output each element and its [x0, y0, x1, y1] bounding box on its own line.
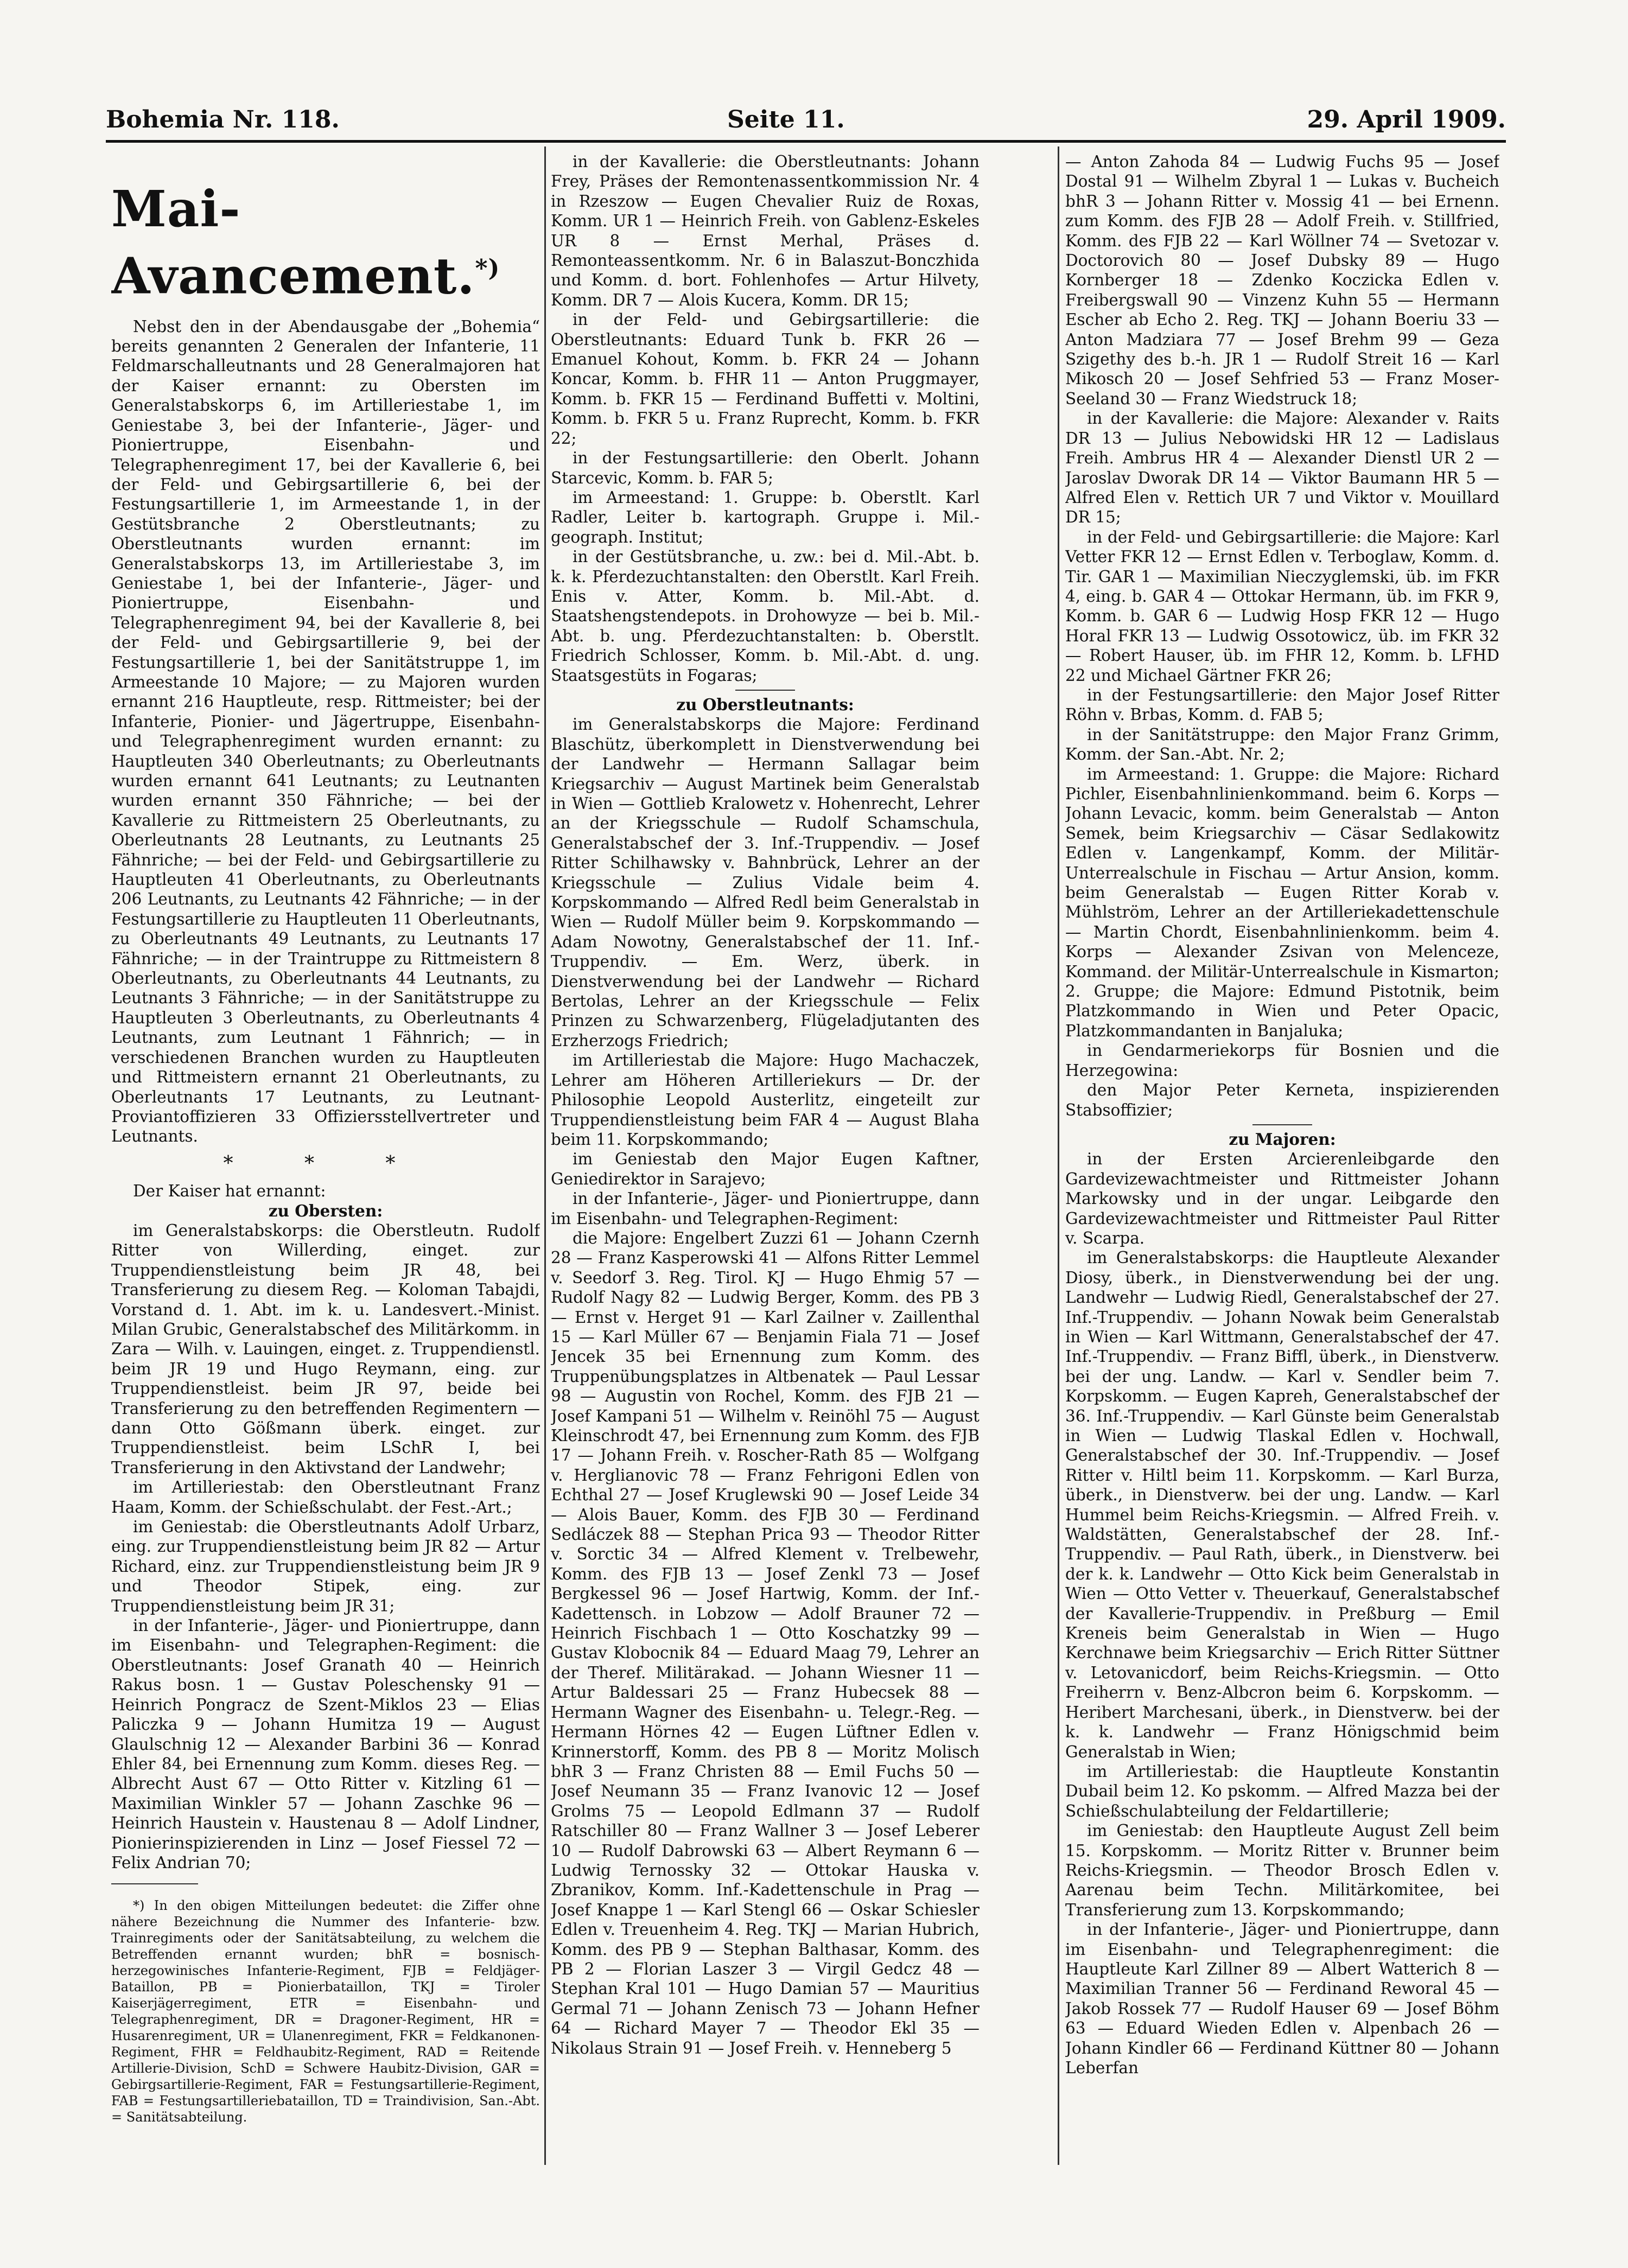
article-title-text: Mai-Avancement. [111, 180, 475, 305]
oberstleutnants-infanterie-heading: in der Infanterie-, Jäger- und Pioniertruppe, dann im Eisenbahn- und Telegraphen-Regiment: [551, 1189, 980, 1228]
oberstleutnants-generalstab: im Generalstabskorps die Majore: Ferdinand Blaschütz, überkomplett in Dienstverwendung bei der Landwehr — Hermann Sallagar beim Kriegsarchiv — August Martinek beim Generalstab in Wien — Gottlieb Kralowetz v. Hohenrecht, Lehrer an der Kriegsschule — Rudolf Schamschula, Generalstabschef der 3. Inf.-Truppendiv. — Josef Ritter Schilhawsky v. Bahnbrück, Lehrer an der Kriegsschule — Zulius Vidale beim 4. Korpskommando — Alfred Redl beim Generalstab in Wien — Rudolf Müller beim 9. Korpskommando — Adam Nowotny, Generalstabschef der 11. Inf.-Truppendiv. — Em. Werz, überk. in Dienstverwendung bei der Landwehr — Richard Bertolas, Lehrer an der Kriegsschule — Felix Prinzen zu Schwarzenberg, Flügeladjutanten des Erzherzogs Friedrich; [551, 715, 980, 1050]
article-title [111, 179, 540, 306]
majoren-infanterie: in der Infanterie-, Jäger- und Pioniertruppe, dann im Eisenbahn- und Telegraphenregiment: die Hauptleute Karl Zillner 89 — Albert Watterich 8 — Maximilian Tranner 56 — Ferdinand Reworal 45 — Jakob Rossek 77 — Rudolf Hauser 69 — Josef Böhm 63 — Eduard Wieden Edlen v. Alpenbach 26 — Johann Kindler 66 — Ferdinand Küttner 80 — Johann Leberfan [1065, 1920, 1499, 2077]
obersten-armeestand: im Armeestand: 1. Gruppe: b. Oberstlt. Karl Radler, Leiter b. kartograph. Gruppe i. Mil.-geograph. Institut; [551, 488, 980, 546]
obersten-geniestab: im Geniestab: die Oberstleutnants Adolf Urbarz, eing. zur Truppendienstleistung beim JR 82 — Artur Richard, einz. zur Truppendienstleistung beim JR 9 und Theodor Stipek, eing. zur Truppendienstleistung beim JR 31; [111, 1518, 540, 1615]
header-rule [106, 140, 1506, 143]
column-divider-2 [1058, 146, 1059, 2165]
publication-date: 29. April 1909. [1307, 106, 1506, 133]
column-2 [551, 152, 980, 2170]
column-3 [1065, 152, 1499, 2170]
obersten-generalstab: im Generalstabskorps: die Oberstleutn. Rudolf Ritter von Willerding, einget. zur Truppendienstleistung beim JR 48, bei Transferierung zu diesem Reg. — Koloman Tabajdi, Vorstand d. 1. Abt. im k. u. Landesvert.-Minist. Milan Grubic, Generalstabschef des Militärkomm. in Zara — Wilh. v. Lauingen, einget. z. Truppendienstl. beim JR 19 und Hugo Reymann, eing. zur Truppendienstleist. beim JR 97, beide bei Transferierung zu den betreffenden Regimentern — dann Otto Gößmann überk. einget. zur Truppendienstleist. beim LSchR I, bei Transferierung in den Aktivstand der Landwehr; [111, 1221, 540, 1477]
obersten-kavallerie: in der Kavallerie: die Oberstleutnants: Johann Frey, Präses der Remontenassentkommission Nr. 4 in Rzeszow — Eugen Chevalier Ruiz de Roxas, Komm. UR 1 — Heinrich Freih. von Gablenz-Eskeles UR 8 — Ernst Merhal, Präses d. Remonteassentkomm. Nr. 6 in Balaszut-Bonczhida und Komm. d. bort. Fohlenhofes — Artur Hilvety, Komm. DR 7 — Alois Kucera, Komm. DR 15; [551, 152, 980, 309]
section-stars: * * * [223, 1152, 428, 1175]
section-rule [735, 690, 795, 691]
oberstleutnants-geniestab: im Geniestab den Major Eugen Kaftner, Geniedirektor in Sarajevo; [551, 1150, 980, 1188]
oberstleutnants-festungsartillerie: in der Festungsartillerie: den Major Josef Ritter Röhn v. Brbas, Komm. d. FAB 5; [1065, 685, 1499, 724]
majoren-heading: zu Majoren: [1229, 1129, 1336, 1149]
kaiser-line: Der Kaiser hat ernannt: [133, 1182, 326, 1201]
majoren-artilleriestab: im Artilleriestab: die Hauptleute Konstantin Dubail beim 12. Ko pskomm. — Alfred Mazza bei der Schießschulabteilung der Feldartillerie; [1065, 1762, 1499, 1820]
page-number: Seite 11. [727, 106, 845, 133]
oberstleutnants-armeestand: im Armeestand: 1. Gruppe: die Majore: Richard Pichler, Eisenbahnlinienkommand. beim 6. Korps — Johann Levacic, komm. beim Generalstab — Anton Semek, beim Kriegsarchiv — Cäsar Sedlakowitz Edlen v. Langenkampf, Komm. der Militär-Unterrealschule in Fischau — Artur Ansion, komm. beim Generalstab — Eugen Ritter Korab v. Mühlström, Lehrer an der Artilleriekadettenschule — Martin Chordt, Eisenbahnlinienkomm. beim 4. Korps — Alexander Zsivan von Melenceze, Kommand. der Militär-Unterrealschule in Kismarton; 2. Gruppe; die Majore: Edmund Pistotnik, beim Platzkommando in Wien und Peter Opacic, Platzkommandanten in Banjaluka; [1065, 765, 1499, 1040]
obersten-heading: zu Obersten: [268, 1201, 383, 1220]
column-1 [111, 152, 540, 2170]
obersten-gestuetsbranche: in der Gestütsbranche, u. zw.: bei d. Mil.-Abt. b. k. k. Pferdezuchtanstalten: den Oberstlt. Karl Freih. Enis v. Atter, Komm. b. Mil.-Abt. d. Staatshengstendepots. in Drohowyze — bei b. Mil.-Abt. b. ung. Pferdezuchtanstalten: b. Oberstlt. Friedrich Schlosser, Komm. b. Mil.-Abt. d. ung. Staatsgestüts in Fogaras; [551, 547, 980, 685]
majoren-geniestab: im Geniestab: den Hauptleute August Zell beim 15. Korpskomm. — Moritz Ritter v. Brunner beim Reichs-Kriegsmin. — Theodor Brosch Edlen v. Aarenau beim Techn. Militärkomitee, bei Transferierung zum 13. Korpskommando; [1065, 1821, 1499, 1919]
oberstleutnants-kavallerie: in der Kavallerie: die Majore: Alexander v. Raits DR 13 — Julius Nebowidski HR 12 — Ladislaus Freih. Ambrus HR 4 — Alexander Dienstl UR 2 — Jaroslav Dworak DR 14 — Viktor Baumann HR 5 — Alfred Elen v. Rettich UR 7 und Viktor v. Mouillard DR 15; [1065, 409, 1499, 527]
page-header [106, 100, 1506, 138]
oberstleutnants-sanitaet: in der Sanitätstruppe: den Major Franz Grimm, Komm. der San.-Abt. Nr. 2; [1065, 725, 1499, 764]
title-footnote-mark: *) [475, 254, 500, 282]
oberstleutnants-heading: zu Oberstleutnants: [676, 695, 854, 714]
obersten-infanterie: in der Infanterie-, Jäger- und Pioniertruppe, dann im Eisenbahn- und Telegraphen-Regiment: die Oberstleutnants: Josef Granath 40 — Heinrich Rakus bosn. 1 — Gustav Poleschensky 91 — Heinrich Pongracz de Szent-Miklos 23 — Elias Paliczka 9 — Johann Humitza 19 — August Glaulschnig 12 — Alexander Barbini 36 — Konrad Ehler 84, bei Ernennung zum Komm. dieses Reg. — Albrecht Aust 67 — Otto Ritter v. Kitzling 61 — Maximilian Winkler 57 — Johann Zaschke 96 — Heinrich Haustein v. Haustenau 8 — Adolf Lindner, Pionierinspizierenden in Linz — Josef Fiessel 72 — Felix Andrian 70; [111, 1616, 540, 1872]
gendarmerie-heading: in Gendarmeriekorps für Bosnien und die Herzegowina: [1065, 1041, 1499, 1080]
majoren-generalstab: im Generalstabskorps: die Hauptleute Alexander Diosy, überk., in Dienstverwendung bei der ung. Landwehr — Ludwig Riedl, Generalstabschef der 27. Inf.-Truppendiv. — Johann Nowak beim Generalstab in Wien — Karl Wittmann, Generalstabschef der 47. Inf.-Truppendiv. — Franz Biffl, überk., in Dienstverw. bei der ung. Landw. — Karl v. Sendler beim 7. Korpskomm. — Eugen Kapreh, Generalstabschef der 36. Inf.-Truppendiv. — Karl Günste beim Generalstab in Wien — Ludwig Tlaskal Edlen v. Hochwall, Generalstabschef der 30. Inf.-Truppendiv. — Josef Ritter v. Hiltl beim 11. Korpskomm. — Karl Burza, überk., in Dienstverw. bei der ung. Landw. — Karl Hummel beim Reichs-Kriegsmin. — Alfred Freih. v. Waldstätten, Generalstabschef der 28. Inf.-Truppendiv. — Paul Rath, überk., in Dienstverw. bei der k. k. Landwehr — Otto Kick beim Generalstab in Wien — Otto Vetter v. Theuerkauf, Generalstabschef der Kavallerie-Truppendiv. in Preßburg — Emil Kreneis beim Generalstab in Wien — Hugo Kerchnawe beim Kriegsarchiv — Erich Ritter Süttner v. Letovanicdorf, beim Reichs-Kriegsmin. — Otto Freiherrn v. Benz-Albcron beim 6. Korpskomm. — Heribert Marchesani, überk., in Dienstverw. bei der k. k. Landwehr — Franz Hönigschmid beim Generalstab in Wien; [1065, 1248, 1499, 1761]
publication-issue: Bohemia Nr. 118. [106, 106, 340, 133]
oberstleutnants-infanterie-cont: — Anton Zahoda 84 — Ludwig Fuchs 95 — Josef Dostal 91 — Wilhelm Zbyral 1 — Lukas v. Bucheich bhR 3 — Johann Ritter v. Mossig 41 — bei Ernenn. zum Komm. des FJB 28 — Adolf Freih. v. Stillfried, Komm. des FJB 22 — Karl Wöllner 74 — Svetozar v. Doctorovich 80 — Josef Dubsky 89 — Hugo Kornberger 18 — Zdenko Koczicka Edlen v. Freibergswall 90 — Vinzenz Kuhn 55 — Hermann Escher ab Echo 2. Reg. TKJ — Johann Boeriu 33 — Anton Madziara 77 — Josef Brehm 99 — Geza Szigethy des b.-h. JR 1 — Rudolf Streit 16 — Karl Mikosch 20 — Josef Sehfried 53 — Franz Moser-Seeland 30 — Franz Wiedstruck 18; [1065, 152, 1499, 408]
footnote-rule [111, 1883, 198, 1884]
oberstleutnants-artilleriestab: im Artilleriestab die Majore: Hugo Machaczek, Lehrer am Höheren Artilleriekurs — Dr. der Philosophie Leopold Austerlitz, eingeteilt zur Truppendienstleistung beim FAR 4 — August Blaha beim 11. Korpskommando; [551, 1051, 980, 1149]
oberstleutnants-infanterie-list: die Majore: Engelbert Zuzzi 61 — Johann Czernh 28 — Franz Kasperowski 41 — Alfons Ritter Lemmel v. Seedorf 3. Reg. Tirol. KJ — Hugo Ehmig 57 — Rudolf Nagy 82 — Ludwig Berger, Komm. des PB 3 — Ernst v. Herget 91 — Karl Zailner v. Zaillenthal 15 — Karl Müller 67 — Benjamin Fiala 71 — Josef Jencek 35 bei Ernennung zum Komm. des Truppenübungsplatzes in Altbenatek — Paul Lessar 98 — Augustin von Rochel, Komm. des FJB 21 — Josef Kampani 51 — Wilhelm v. Reinöhl 75 — August Kleinschrodt 47, bei Ernennung zum Komm. des FJB 17 — Johann Freih. v. Roscher-Rath 85 — Wolfgang v. Herglianovic 78 — Franz Fehrigoni Edlen von Echthal 27 — Josef Kruglewski 90 — Josef Leide 34 — Alois Bauer, Komm. des FJB 30 — Ferdinand Sedláczek 88 — Stephan Prica 93 — Theodor Ritter v. Sorctic 34 — Alfred Klement v. Trelbewehr, Komm. des FJB 13 — Josef Zenkl 73 — Josef Bergkessel 96 — Josef Hartwig, Komm. der Inf.-Kadettensch. in Lobzow — Adolf Brauner 72 — Heinrich Fischbach 1 — Otto Koschatzky 99 — Gustav Klobocnik 84 — Eduard Maag 79, Lehrer an der Theref. Militärakad. — Johann Wiesner 11 — Artur Baldessari 25 — Franz Hubecsek 88 — Hermann Wagner des Eisenbahn- u. Telegr.-Reg. — Hermann Hörnes 42 — Eugen Lüftner Edlen v. Krinnerstorff, Komm. des PB 8 — Moritz Molisch bhR 3 — Franz Christen 88 — Emil Fuchs 50 — Josef Neumann 35 — Franz Ivanovic 12 — Josef Grolms 75 — Leopold Edlmann 37 — Rudolf Ratschiller 80 — Franz Wallner 3 — Josef Leberer 10 — Rudolf Dabrowski 63 — Albert Reymann 6 — Ludwig Ternossky 32 — Ottokar Hauska v. Zbranikov, Komm. Inf.-Kadettenschule in Prag — Josef Knappe 1 — Karl Stengl 66 — Oskar Schiesler Edlen v. Treuenheim 4. Reg. TKJ — Marian Hubrich, Komm. des PB 9 — Stephan Balthasar, Komm. des PB 2 — Florian Laszer 3 — Virgil Gedcz 48 — Stephan Kral 101 — Hugo Damian 57 — Mauritius Germal 71 — Johann Zenisch 73 — Johann Hefner 64 — Richard Mayer 7 — Theodor Ekl 35 — Nikolaus Strain 91 — Josef Freih. v. Henneberg 5 [551, 1228, 980, 2057]
intro-paragraph: Nebst den in der Abendausgabe der „Bohemia“ bereits genannten 2 Generalen der Infanterie, 11 Feldmarschalleutnants und 28 Generalmajoren hat der Kaiser ernannt: zu Obersten im Generalstabskorps 6, im Artilleriestabe 1, im Geniestabe 3, bei der Infanterie-, Jäger- und Pioniertruppe, Eisenbahn- und Telegraphenregiment 17, bei der Kavallerie 6, bei der Feld- und Gebirgsartillerie 6, bei der Festungsartillerie 1, im Armeestande 1, in der Gestütsbranche 2 Oberstleutnants; zu Oberstleutnants wurden ernannt: im Generalstabskorps 13, im Artilleriestabe 3, im Geniestabe 1, bei der Infanterie-, Jäger- und Pioniertruppe, Eisenbahn- und Telegraphenregiment 94, bei der Kavallerie 8, bei der Feld- und Gebirgsartillerie 9, bei der Festungsartillerie 1, bei der Sanitätstruppe 1, im Armeestande 10 Majore; — zu Majoren wurden ernannt 216 Hauptleute, resp. Rittmeister; bei der Infanterie, Pionier- und Jägertruppe, Eisenbahn- und Telegraphenregiment wurden ernannt: zu Hauptleuten 340 Oberleutnants; zu Oberleutnants wurden ernannt 641 Leutnants; zu Leutnanten wurden ernannt 350 Fähnriche; — bei der Kavallerie zu Rittmeistern 25 Oberleutnants, zu Oberleutnants 28 Leutnants, zu Leutnants 25 Fähnriche; — bei der Feld- und Gebirgsartillerie zu Hauptleuten 41 Oberleutnants, zu Oberleutnants 206 Leutnants, zu Leutnants 42 Fähnriche; — in der Festungsartillerie zu Hauptleuten 11 Oberleutnants, zu Oberleutnants 49 Leutnants, zu Leutnants 17 Fähnriche; — in der Traintruppe zu Rittmeistern 8 Oberleutnants, zu Oberleutnants 44 Leutnants, zu Leutnants 3 Fähnriche; — in der Sanitätstruppe zu Hauptleuten 3 Oberleutnants, zu Oberleutnants 4 Leutnants, zum Leutnant 1 Fähnrich; — in verschiedenen Branchen wurden zu Hauptleuten und Rittmeistern ernannt 21 Oberleutnants, zu Oberleutnants 17 Leutnants, zu Leutnant-Proviantoffizieren 33 Offiziersstellvertreter und Leutnants. [111, 317, 540, 1146]
oberstleutnants-feldartillerie: in der Feld- und Gebirgsartillerie: die Majore: Karl Vetter FKR 12 — Ernst Edlen v. Terboglaw, Komm. d. Tir. GAR 1 — Maximilian Nieczyglemski, üb. im FKR 4, eing. b. GAR 4 — Ottokar Hermann, üb. im FKR 9, Komm. b. GAR 6 — Ludwig Hosp FKR 12 — Hugo Horal FKR 13 — Ludwig Ossotowicz, üb. im FKR 32 — Robert Hauser, üb. im FHR 12, Komm. b. LFHD 22 und Michael Gärtner FKR 26; [1065, 527, 1499, 685]
column-divider-1 [544, 146, 546, 2165]
section-rule-2 [1252, 1124, 1312, 1125]
majoren-leibgarde: in der Ersten Arcierenleibgarde den Gardevizewachtmeister und Rittmeister Johann Markowsky und in der ungar. Leibgarde den Gardevizewachtmeister und Rittmeister Paul Ritter v. Scarpa. [1065, 1150, 1499, 1247]
footnote: *) In den obigen Mitteilungen bedeutet: die Ziffer ohne nähere Bezeichnung die Nummer des Infanterie- bzw. Trainregiments oder der Sanitätsabteilung, zu welchem die Betreffenden ernannt wurden; bhR = bosnisch-herzegowinisches Infanterie-Regiment, FJB = Feldjäger-Bataillon, PB = Pionierbataillon, TKJ = Tiroler Kaiserjägerregiment, ETR = Eisenbahn- und Telegraphenregiment, DR = Dragoner-Regiment, HR = Husarenregiment, UR = Ulanenregiment, FKR = Feldkanonen-Regiment, FHR = Feldhaubitz-Regiment, RAD = Reitende Artillerie-Division, SchD = Schwere Haubitz-Division, GAR = Gebirgsartillerie-Regiment, FAR = Festungsartillerie-Regiment, FAB = Festungsartilleriebataillon, TD = Traindivision, San.-Abt. = Sanitätsabteilung. [111, 1898, 540, 2125]
obersten-feldartillerie: in der Feld- und Gebirgsartillerie: die Oberstleutnants: Eduard Tunk b. FKR 26 — Emanuel Kohout, Komm. b. FKR 24 — Johann Koncar, Komm. b. FHR 11 — Anton Pruggmayer, Komm. b. FKR 15 — Ferdinand Buffetti v. Moltini, Komm. b. FKR 5 u. Franz Ruprecht, Komm. b. FKR 22; [551, 310, 980, 448]
obersten-artilleriestab: im Artilleriestab: den Oberstleutnant Franz Haam, Komm. der Schießschulabt. der Fest.-Art.; [111, 1478, 540, 1517]
gendarmerie-entry: den Major Peter Kerneta, inspizierenden Stabsoffizier; [1065, 1081, 1499, 1119]
obersten-festungsartillerie: in der Festungsartillerie: den Oberlt. Johann Starcevic, Komm. b. FAR 5; [551, 449, 980, 487]
